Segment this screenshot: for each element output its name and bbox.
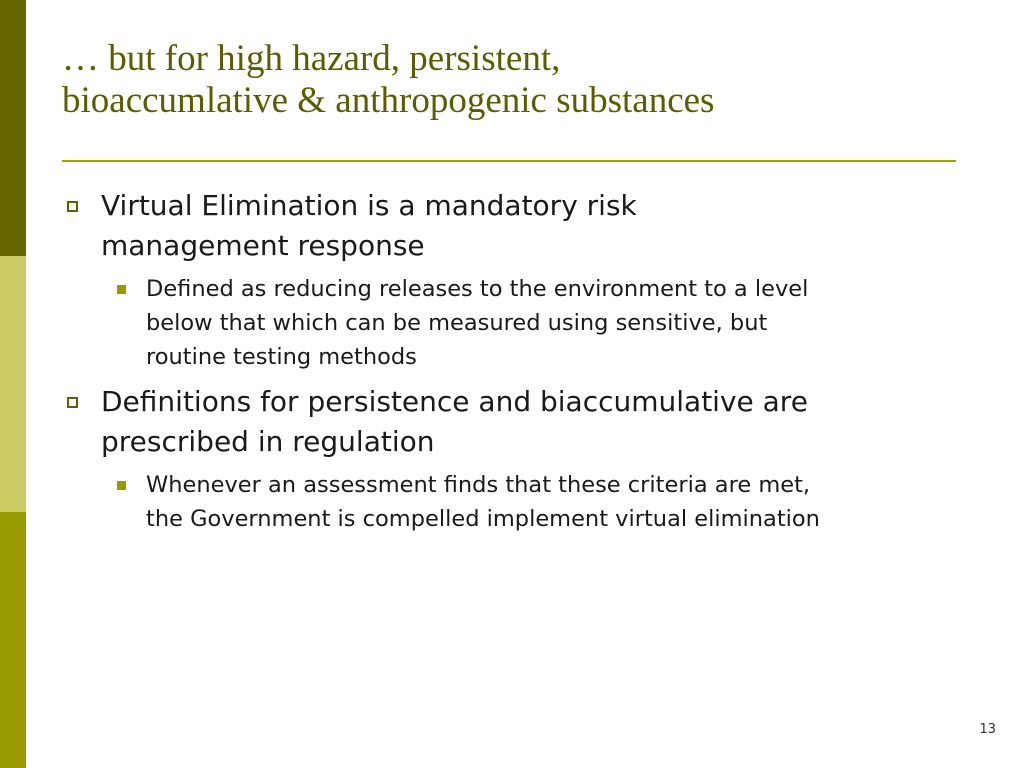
bullet-text-line: management response <box>101 229 425 262</box>
sub-bullet-text-line: Defined as reducing releases to the environment to a level <box>146 276 809 302</box>
hollow-square-bullet-icon <box>67 397 78 408</box>
sub-bullet-item <box>62 272 1002 374</box>
slide-title <box>62 38 992 122</box>
side-band-bottom <box>0 512 26 768</box>
page-number: 13 <box>979 722 996 737</box>
bullet-text-line: Virtual Elimination is a mandatory risk <box>101 189 637 222</box>
sub-bullet-text-line: Whenever an assessment finds that these criteria are met, <box>146 472 811 498</box>
filled-square-bullet-icon <box>117 481 126 490</box>
filled-square-bullet-icon <box>117 285 126 294</box>
title-divider <box>62 160 956 162</box>
slide-title-line: bioaccumlative & anthropogenic substances <box>62 80 715 121</box>
side-band-middle <box>0 256 26 512</box>
sub-bullet-text-line: below that which can be measured using sensitive, but <box>146 310 768 336</box>
side-band-top <box>0 0 26 256</box>
bullet-item <box>62 186 1002 266</box>
bullet-text-line: Definitions for persistence and biaccumulative are <box>101 385 808 418</box>
sub-bullet-text-line: the Government is compelled implement virtual elimination <box>146 506 820 532</box>
bullet-item <box>62 382 1002 462</box>
bullet-text-line: prescribed in regulation <box>101 425 435 458</box>
slide-title-line: … but for high hazard, persistent, <box>62 38 561 79</box>
bullet-list <box>62 186 1002 544</box>
hollow-square-bullet-icon <box>67 201 78 212</box>
sub-bullet-item <box>62 468 1002 536</box>
sub-bullet-text-line: routine testing methods <box>146 344 417 370</box>
